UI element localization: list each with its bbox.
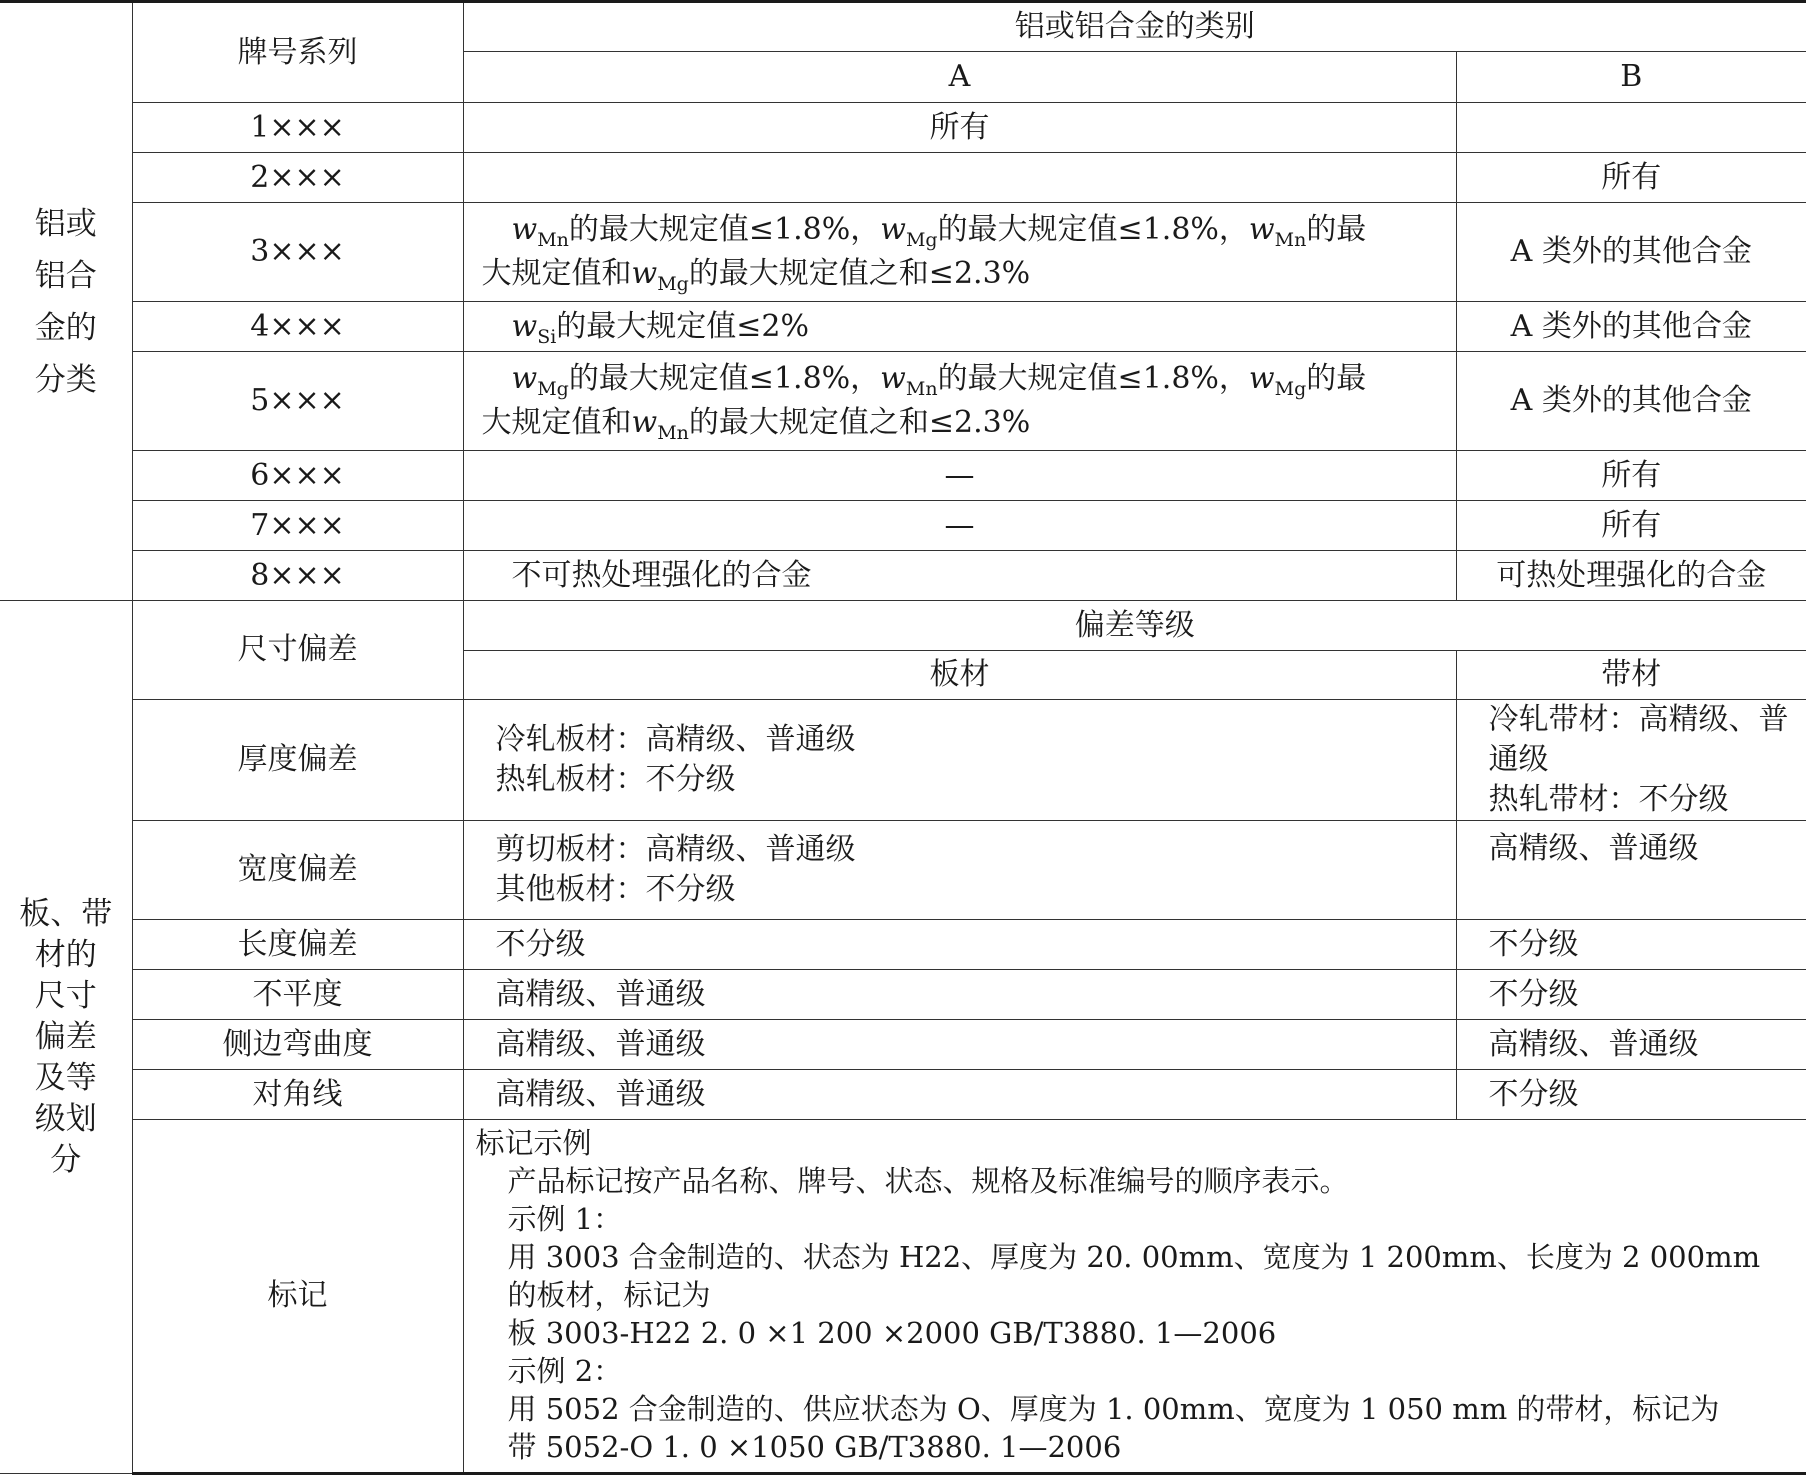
deviation-row (0, 1070, 1806, 1120)
strip-grade-cell: 不分级 (1456, 1070, 1806, 1120)
classification-row (0, 352, 1806, 451)
category-a-cell: $w_{Si}$的最大规定值≤2% (463, 302, 1456, 352)
category-b-cell: 所有 (1456, 501, 1806, 551)
deviation-row (0, 821, 1806, 920)
category-a-header: A (463, 52, 1456, 103)
deviation-row (0, 700, 1806, 821)
grade-series-cell: 2××× (132, 153, 463, 203)
deviation-name-cell: 侧边弯曲度 (132, 1020, 463, 1070)
category-a-cell (463, 153, 1456, 203)
category-b-cell (1456, 103, 1806, 153)
grade-header: 偏差等级 (463, 601, 1806, 651)
classification-label-text: 铝或 铝合 金的 分类 (34, 205, 97, 398)
category-a-cell: $w_{Mg}$的最大规定值≤1.8%，$w_{Mn}$的最大规定值≤1.8%，$w_{Mg}$的最 大规定值和$w_{Mn}$的最大规定值之和≤2.3% (463, 352, 1456, 451)
deviation-name-cell: 宽度偏差 (132, 821, 463, 920)
example2-text: 用 5052 合金制造的、供应状态为 O、厚度为 1. 00mm、宽度为 1 050 mm 的带材，标记为 (507, 1392, 1720, 1426)
plate-grade-cell: 冷轧板材：高精级、普通级 热轧板材：不分级 (463, 700, 1456, 821)
category-b-cell: 所有 (1456, 451, 1806, 501)
plate-grade-cell: 高精级、普通级 (463, 1070, 1456, 1120)
category-b-cell: A 类外的其他合金 (1456, 302, 1806, 352)
deviation-row (0, 970, 1806, 1020)
strip-grade-cell: 高精级、普通级 (1456, 1020, 1806, 1070)
deviation-name-cell: 厚度偏差 (132, 700, 463, 821)
plate-grade-cell: 剪切板材：高精级、普通级 其他板材：不分级 (463, 821, 1456, 920)
category-a-cell: 所有 (463, 103, 1456, 153)
category-b-cell: A 类外的其他合金 (1456, 203, 1806, 302)
category-b-cell: A 类外的其他合金 (1456, 352, 1806, 451)
deviation-name-cell: 长度偏差 (132, 920, 463, 970)
example1-text: 用 3003 合金制造的、状态为 H22、厚度为 20. 00mm、宽度为 1 200mm、长度为 2 000mm 的板材，标记为 (507, 1240, 1761, 1312)
grade-series-cell: 3××× (132, 203, 463, 302)
classification-row (0, 551, 1806, 601)
grade-series-cell: 7××× (132, 501, 463, 551)
deviation-row (0, 920, 1806, 970)
marking-section-label: 标记 (132, 1120, 463, 1474)
grade-series-cell: 5××× (132, 352, 463, 451)
category-a-cell: $w_{Mn}$的最大规定值≤1.8%，$w_{Mg}$的最大规定值≤1.8%，$w_{Mn}$的最 大规定值和$w_{Mg}$的最大规定值之和≤2.3% (463, 203, 1456, 302)
marking-content (463, 1120, 1806, 1474)
category-header: 铝或铝合金的类别 (463, 2, 1806, 52)
category-a-cell: — (463, 501, 1456, 551)
dimension-deviation-header: 尺寸偏差 (132, 601, 463, 700)
plate-grade-cell: 高精级、普通级 (463, 970, 1456, 1020)
grade-series-header: 牌号系列 (132, 2, 463, 103)
category-b-cell: 所有 (1456, 153, 1806, 203)
category-a-cell: 不可热处理强化的合金 (463, 551, 1456, 601)
deviation-row (0, 1020, 1806, 1070)
strip-grade-cell: 高精级、普通级 (1456, 821, 1806, 920)
category-b-cell: 可热处理强化的合金 (1456, 551, 1806, 601)
plate-grade-cell: 高精级、普通级 (463, 1020, 1456, 1070)
marking-intro: 产品标记按产品名称、牌号、状态、规格及标准编号的顺序表示。 (507, 1164, 1349, 1198)
strip-grade-cell: 不分级 (1456, 970, 1806, 1020)
classification-row (0, 451, 1806, 501)
category-b-header: B (1456, 52, 1806, 103)
classification-row (0, 302, 1806, 352)
deviation-label-text: 板、带 材的 尺寸 偏差 及等 级划 分 (19, 895, 113, 1178)
marking-heading: 标记示例 (475, 1126, 592, 1160)
example1-label: 示例 1： (507, 1202, 623, 1236)
grade-series-cell: 1××× (132, 103, 463, 153)
strip-header: 带材 (1456, 651, 1806, 700)
classification-row (0, 103, 1806, 153)
example1-mark: 板 3003-H22 2. 0 ×1 200 ×2000 GB/T3880. 1—2006 (507, 1316, 1277, 1350)
classification-row (0, 153, 1806, 203)
strip-grade-cell: 不分级 (1456, 920, 1806, 970)
deviation-name-cell: 对角线 (132, 1070, 463, 1120)
deviation-section-label (0, 601, 132, 1474)
classification-row (0, 501, 1806, 551)
example2-label: 示例 2： (507, 1354, 623, 1388)
plate-header: 板材 (463, 651, 1456, 700)
plate-grade-cell: 不分级 (463, 920, 1456, 970)
category-a-cell: — (463, 451, 1456, 501)
strip-grade-cell: 冷轧带材：高精级、普通级 热轧带材：不分级 (1456, 700, 1806, 821)
classification-row (0, 203, 1806, 302)
example2-mark: 带 5052-O 1. 0 ×1050 GB/T3880. 1—2006 (507, 1430, 1122, 1464)
grade-series-cell: 8××× (132, 551, 463, 601)
classification-section-label (0, 2, 132, 601)
deviation-name-cell: 不平度 (132, 970, 463, 1020)
grade-series-cell: 6××× (132, 451, 463, 501)
grade-series-cell: 4××× (132, 302, 463, 352)
